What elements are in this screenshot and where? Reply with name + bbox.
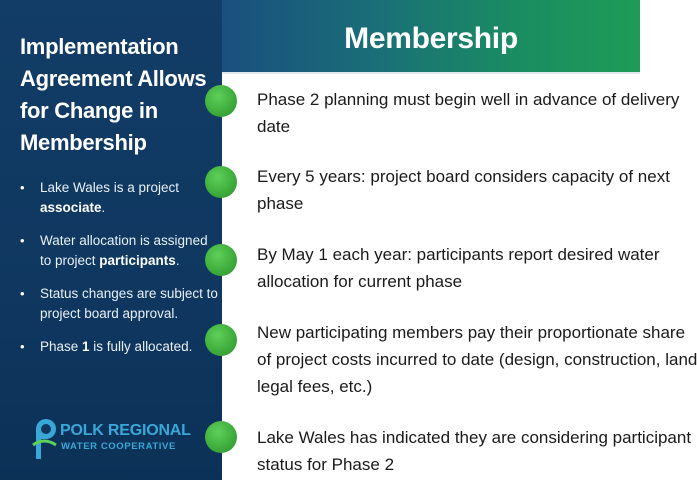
key-point-line: status for Phase 2	[257, 455, 395, 474]
bullet-text: Status changes are subject to project board approval.	[40, 286, 218, 321]
green-bullet-icon	[205, 244, 237, 276]
green-bullet-icon	[205, 421, 237, 453]
sidebar-title-line: for Change in	[20, 98, 158, 123]
key-point-line: Lake Wales has indicated they are considering participant	[257, 428, 692, 447]
key-point-line: date	[257, 117, 291, 136]
bullet-bold-text: 1	[82, 339, 90, 354]
bullet-text: .	[101, 200, 106, 215]
green-bullet-icon	[205, 85, 237, 117]
bullet-text: Phase	[40, 339, 83, 354]
bullet-bold-text: participants	[99, 253, 176, 268]
bullet-text: is fully allocated.	[89, 339, 193, 354]
key-point	[257, 163, 670, 217]
key-point	[257, 86, 680, 140]
key-point-line: phase	[257, 194, 304, 213]
key-point-line: By May 1 each year: participants report desired water	[257, 245, 660, 264]
key-point-line: Every 5 years: project board considers capacity of next	[257, 167, 670, 186]
slide-title: Membership	[344, 22, 518, 55]
logo-text-line2: WATER COOPERATIVE	[61, 441, 176, 452]
bullet-text: .	[175, 253, 180, 268]
bullet-text: Lake Wales is a project	[40, 180, 180, 195]
bullet-dot-icon: •	[20, 339, 25, 354]
key-point	[257, 424, 692, 478]
green-bullet-icon	[205, 166, 237, 198]
bullet-dot-icon: •	[20, 180, 25, 195]
key-point	[257, 241, 660, 295]
bullet-dot-icon: •	[20, 233, 25, 248]
key-point-line: New participating members pay their proportionate share	[257, 323, 686, 342]
sidebar-title-line: Membership	[20, 130, 147, 155]
key-point	[257, 319, 697, 400]
key-point-line: allocation for current phase	[257, 272, 463, 291]
bullet-text: Water allocation is assigned to project	[40, 233, 208, 268]
logo-text-line1: POLK REGIONAL	[60, 422, 191, 439]
sidebar-title-line: Agreement Allows	[20, 66, 207, 91]
bullet-dot-icon: •	[20, 286, 25, 301]
key-point-line: of project costs incurred to date (design, construction, land	[257, 350, 697, 369]
bullet-bold-text: associate	[40, 200, 102, 215]
key-point-line: Phase 2 planning must begin well in advance of delivery	[257, 90, 680, 109]
key-point-line: legal fees, etc.)	[257, 377, 373, 396]
green-bullet-icon	[205, 324, 237, 356]
sidebar-title-line: Implementation	[20, 34, 179, 59]
